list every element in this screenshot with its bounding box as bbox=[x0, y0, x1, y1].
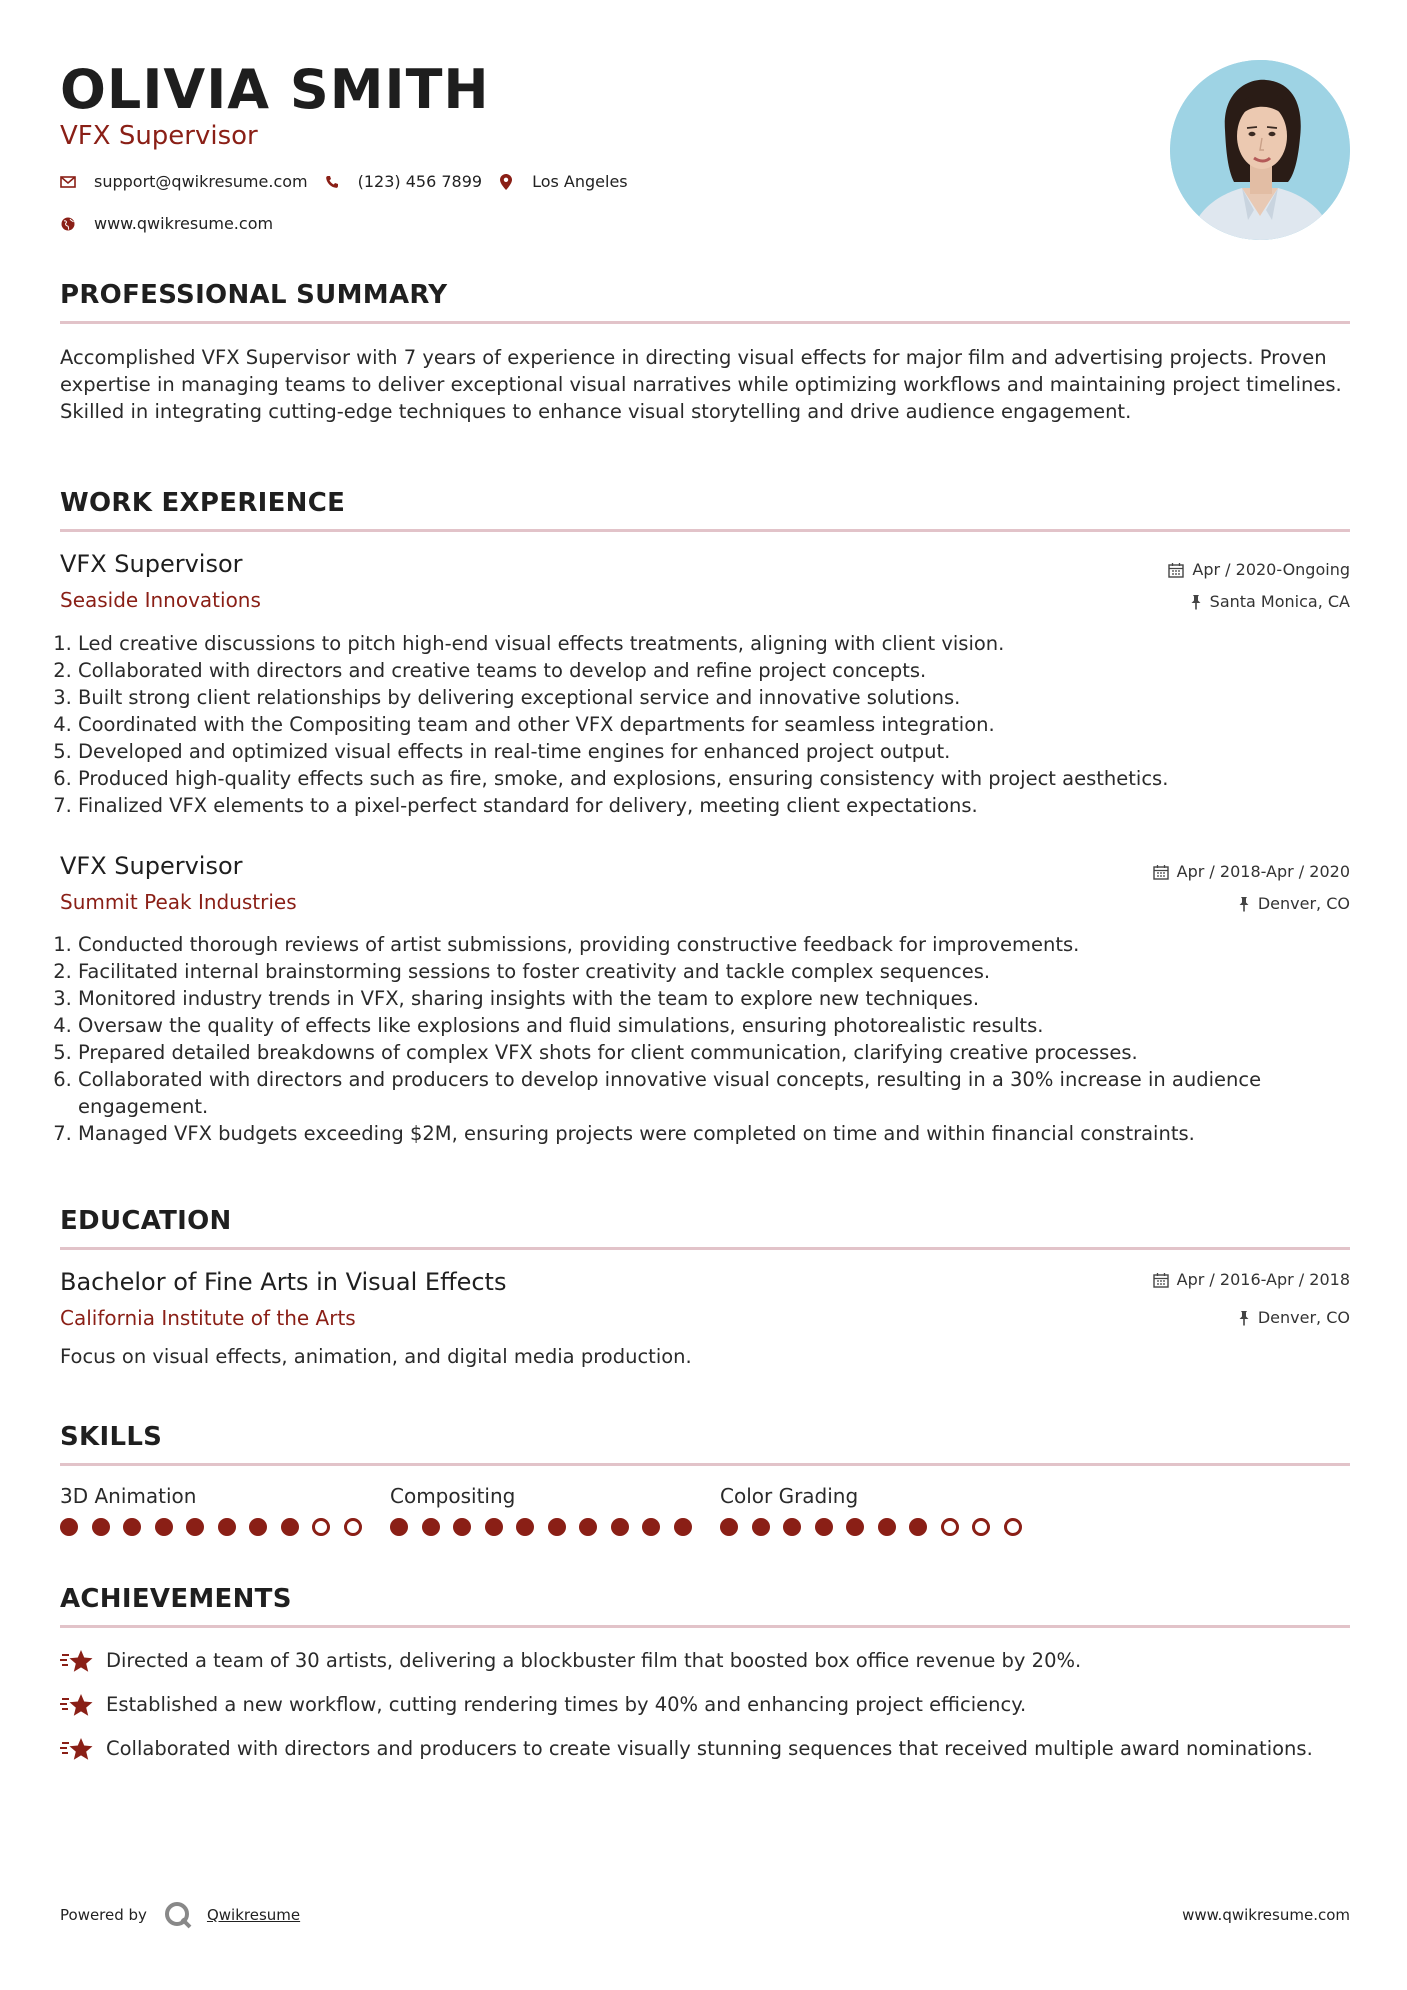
website-text: www.qwikresume.com bbox=[94, 214, 274, 233]
skill-color-grading bbox=[720, 1484, 1022, 1536]
rating-dot-filled bbox=[155, 1518, 173, 1536]
achievement-text: Directed a team of 30 artists, delivering a blockbuster film that boosted box office revenue by 20%. bbox=[106, 1649, 1082, 1672]
globe-icon bbox=[60, 216, 76, 232]
skill-rating bbox=[720, 1518, 1022, 1536]
list-item: 2. Facilitated internal brainstorming sessions to foster creativity and tackle complex sequences. bbox=[78, 958, 1368, 985]
rating-dot-filled bbox=[579, 1518, 597, 1536]
skill-name: Compositing bbox=[390, 1484, 516, 1508]
rating-dot-filled bbox=[218, 1518, 236, 1536]
candidate-role: VFX Supervisor bbox=[60, 121, 258, 151]
list-item: 7. Finalized VFX elements to a pixel-perfect standard for delivery, meeting client expectations. bbox=[78, 792, 1368, 819]
rating-dot-filled bbox=[281, 1518, 299, 1536]
list-item: 5. Prepared detailed breakdowns of complex VFX shots for client communication, clarifying creative processes. bbox=[78, 1039, 1368, 1066]
job-2-dates bbox=[1153, 862, 1350, 881]
website-item[interactable] bbox=[60, 214, 273, 233]
skills-divider bbox=[60, 1463, 1350, 1466]
achievement-item bbox=[60, 1691, 1350, 1726]
job-2-location bbox=[1238, 894, 1350, 913]
education-description: Focus on visual effects, animation, and digital media production. bbox=[60, 1345, 692, 1368]
rating-dot-filled bbox=[548, 1518, 566, 1536]
list-item: 6. Collaborated with directors and producers to develop innovative visual concepts, resulting in a 30% increase in audience engagement. bbox=[78, 1066, 1368, 1120]
skill-compositing bbox=[390, 1484, 692, 1536]
rating-dot-filled bbox=[752, 1518, 770, 1536]
rating-dot-filled bbox=[516, 1518, 534, 1536]
list-item: 6. Produced high-quality effects such as fire, smoke, and explosions, ensuring consistency with project aesthetics. bbox=[78, 765, 1368, 792]
pushpin-icon bbox=[1190, 594, 1202, 610]
footer-website[interactable]: www.qwikresume.com bbox=[1182, 1906, 1350, 1924]
location-text: Los Angeles bbox=[532, 172, 628, 191]
list-item: 7. Managed VFX budgets exceeding $2M, ensuring projects were completed on time and within financial constraints. bbox=[78, 1120, 1368, 1147]
education-degree: Bachelor of Fine Arts in Visual Effects bbox=[60, 1268, 507, 1296]
list-item: 5. Developed and optimized visual effects in real-time engines for enhanced project output. bbox=[78, 738, 1368, 765]
job-2-location-text: Denver, CO bbox=[1257, 894, 1350, 913]
star-award-icon bbox=[60, 1737, 94, 1770]
rating-dot-filled bbox=[249, 1518, 267, 1536]
phone-text: (123) 456 7899 bbox=[357, 172, 483, 191]
list-item: 3. Monitored industry trends in VFX, sharing insights with the team to explore new techniques. bbox=[78, 985, 1368, 1012]
rating-dot-filled bbox=[674, 1518, 692, 1536]
qwikresume-link[interactable]: Qwikresume bbox=[206, 1906, 301, 1924]
achievements-heading: ACHIEVEMENTS bbox=[60, 1584, 292, 1614]
job-1-responsibilities bbox=[60, 630, 1368, 819]
map-pin-icon bbox=[498, 174, 514, 190]
achievement-text: Collaborated with directors and producers to create visually stunning sequences that received multiple award nominations. bbox=[106, 1737, 1313, 1760]
list-item: 4. Coordinated with the Compositing team and other VFX departments for seamless integration. bbox=[78, 711, 1368, 738]
achievement-item bbox=[60, 1735, 1350, 1770]
rating-dot-filled bbox=[720, 1518, 738, 1536]
rating-dot-filled bbox=[846, 1518, 864, 1536]
list-item: 3. Built strong client relationships by delivering exceptional service and innovative solutions. bbox=[78, 684, 1368, 711]
summary-text: Accomplished VFX Supervisor with 7 years of experience in directing visual effects for major film and advertising projects. Proven expertise in managing teams to deliver exceptional visual narratives while optimizing workflows and maintaining project timelines. Skilled in integrating cutting-edge techniques to enhance visual storytelling and drive audience engagement. bbox=[60, 346, 1342, 423]
rating-dot-filled bbox=[453, 1518, 471, 1536]
education-dates-text: Apr / 2016-Apr / 2018 bbox=[1176, 1270, 1350, 1289]
star-award-icon bbox=[60, 1649, 94, 1682]
education-location bbox=[1238, 1308, 1350, 1327]
rating-dot-filled bbox=[60, 1518, 78, 1536]
experience-divider bbox=[60, 529, 1350, 532]
skill-name: Color Grading bbox=[720, 1484, 859, 1508]
rating-dot-empty bbox=[972, 1518, 990, 1536]
phone-item[interactable] bbox=[324, 172, 482, 191]
skill-rating bbox=[60, 1518, 362, 1536]
calendar-icon bbox=[1153, 1272, 1169, 1288]
skill-rating bbox=[390, 1518, 692, 1536]
skill-3d-animation bbox=[60, 1484, 362, 1536]
experience-heading: WORK EXPERIENCE bbox=[60, 488, 346, 518]
rating-dot-filled bbox=[186, 1518, 204, 1536]
list-item: 4. Oversaw the quality of effects like explosions and fluid simulations, ensuring photorealistic results. bbox=[78, 1012, 1368, 1039]
education-heading: EDUCATION bbox=[60, 1206, 232, 1236]
job-1-dates-text: Apr / 2020-Ongoing bbox=[1192, 560, 1350, 579]
rating-dot-filled bbox=[642, 1518, 660, 1536]
calendar-icon bbox=[1153, 864, 1169, 880]
achievement-text: Established a new workflow, cutting rendering times by 40% and enhancing project efficiency. bbox=[106, 1693, 1027, 1716]
rating-dot-filled bbox=[815, 1518, 833, 1536]
contact-row-2 bbox=[60, 214, 273, 233]
email-text: support@qwikresume.com bbox=[94, 172, 308, 191]
achievement-item bbox=[60, 1647, 1350, 1682]
rating-dot-filled bbox=[123, 1518, 141, 1536]
list-item: 1. Conducted thorough reviews of artist submissions, providing constructive feedback for improvements. bbox=[78, 931, 1368, 958]
job-1-company: Seaside Innovations bbox=[60, 588, 261, 612]
envelope-icon bbox=[60, 174, 76, 190]
list-item: 2. Collaborated with directors and creative teams to develop and refine project concepts. bbox=[78, 657, 1368, 684]
profile-photo bbox=[1170, 60, 1350, 240]
achievements-divider bbox=[60, 1625, 1350, 1628]
skills-heading: SKILLS bbox=[60, 1422, 163, 1452]
rating-dot-filled bbox=[390, 1518, 408, 1536]
candidate-name: OLIVIA SMITH bbox=[60, 58, 490, 121]
pushpin-icon bbox=[1238, 1310, 1250, 1326]
rating-dot-empty bbox=[312, 1518, 330, 1536]
star-award-icon bbox=[60, 1693, 94, 1726]
job-1-location-text: Santa Monica, CA bbox=[1209, 592, 1350, 611]
education-school: California Institute of the Arts bbox=[60, 1306, 356, 1330]
calendar-icon bbox=[1168, 562, 1184, 578]
rating-dot-filled bbox=[422, 1518, 440, 1536]
job-2-responsibilities bbox=[60, 931, 1368, 1147]
summary-divider bbox=[60, 321, 1350, 324]
rating-dot-empty bbox=[1004, 1518, 1022, 1536]
job-2-company: Summit Peak Industries bbox=[60, 890, 297, 914]
rating-dot-filled bbox=[92, 1518, 110, 1536]
powered-by-label: Powered by bbox=[60, 1906, 147, 1924]
rating-dot-empty bbox=[941, 1518, 959, 1536]
phone-icon bbox=[324, 174, 340, 190]
job-2-title: VFX Supervisor bbox=[60, 852, 243, 880]
email-item[interactable] bbox=[60, 172, 308, 191]
rating-dot-filled bbox=[878, 1518, 896, 1536]
rating-dot-filled bbox=[485, 1518, 503, 1536]
education-divider bbox=[60, 1247, 1350, 1250]
rating-dot-filled bbox=[783, 1518, 801, 1536]
footer-powered-by bbox=[60, 1900, 300, 1930]
qwikresume-logo-icon bbox=[163, 1900, 193, 1930]
resume-page bbox=[60, 0, 1350, 1990]
job-1-dates bbox=[1168, 560, 1350, 579]
rating-dot-empty bbox=[344, 1518, 362, 1536]
rating-dot-filled bbox=[909, 1518, 927, 1536]
job-1-title: VFX Supervisor bbox=[60, 550, 243, 578]
education-location-text: Denver, CO bbox=[1257, 1308, 1350, 1327]
list-item: 1. Led creative discussions to pitch high-end visual effects treatments, aligning with client vision. bbox=[78, 630, 1368, 657]
skill-name: 3D Animation bbox=[60, 1484, 197, 1508]
rating-dot-filled bbox=[611, 1518, 629, 1536]
job-1-location bbox=[1190, 592, 1350, 611]
education-dates bbox=[1153, 1270, 1350, 1289]
summary-heading: PROFESSIONAL SUMMARY bbox=[60, 280, 448, 310]
location-item bbox=[498, 172, 628, 191]
contact-row-1 bbox=[60, 172, 628, 191]
pushpin-icon bbox=[1238, 896, 1250, 912]
job-2-dates-text: Apr / 2018-Apr / 2020 bbox=[1176, 862, 1350, 881]
